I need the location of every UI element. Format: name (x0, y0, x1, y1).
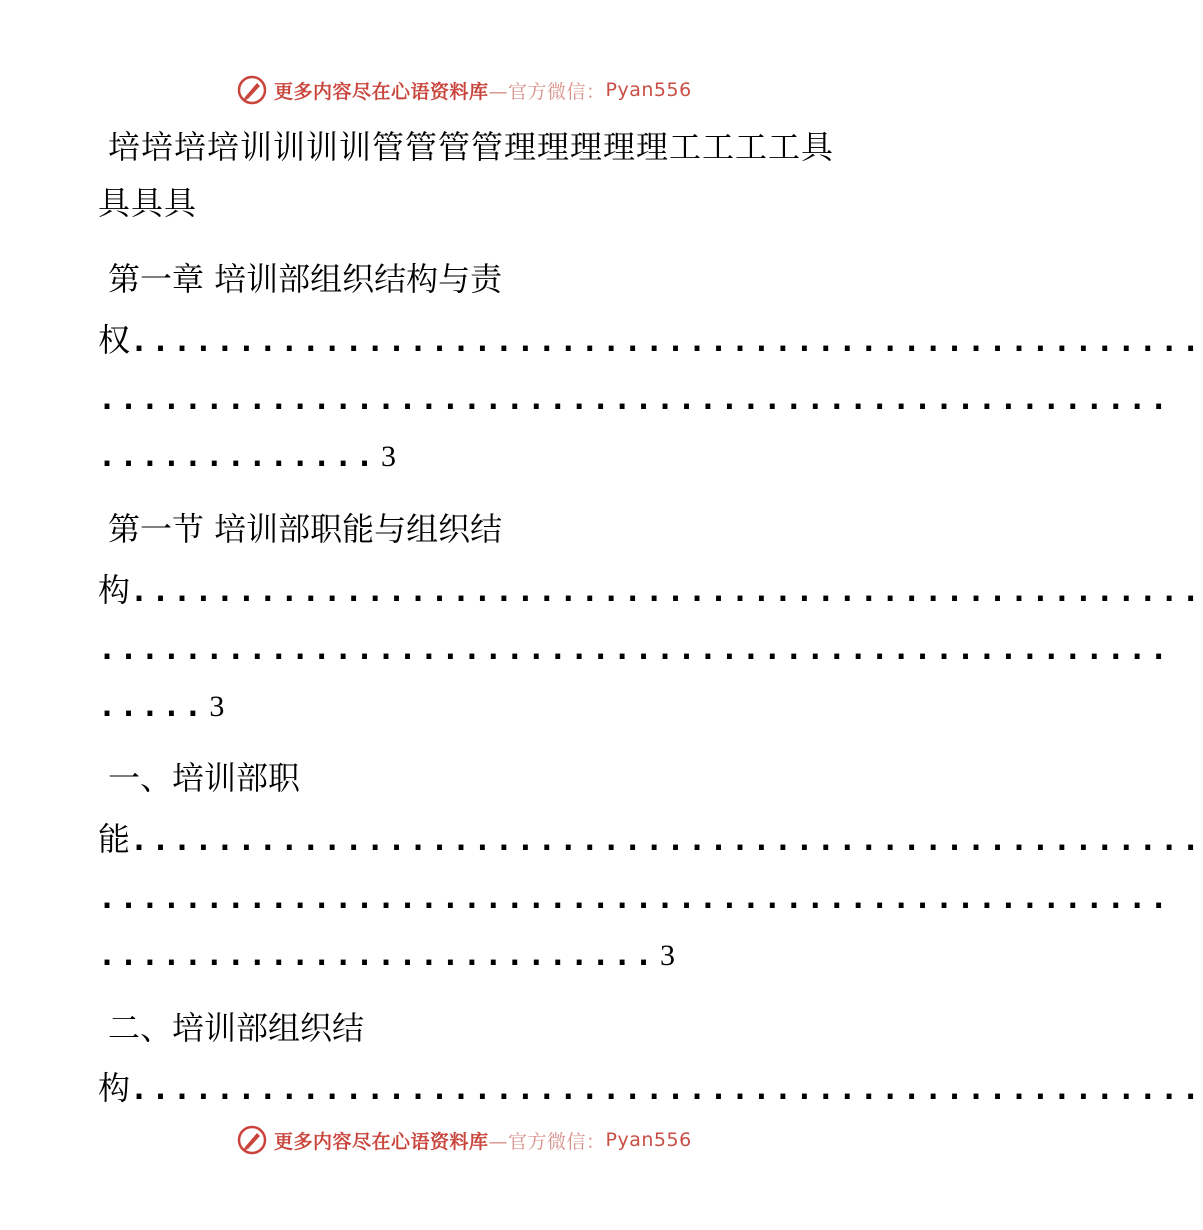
toc-leader-dots: .................................................. (98, 632, 1172, 667)
document-title-line-1: 培培培培训训训训管管管管理理理理理工工工工具 (108, 128, 835, 166)
toc-lead-char: 构 (98, 571, 131, 609)
document-title-line-2: 具具具 (98, 184, 198, 222)
toc-leader-dots: .................................................. (130, 1072, 1203, 1107)
toc-leader-dots: .................................................. (130, 324, 1203, 359)
toc-leader-dots: .................................................. (98, 881, 1172, 916)
toc-entry-section-1-line-1 (98, 570, 1203, 612)
toc-leader-dots: .................................................. (130, 574, 1203, 609)
toc-heading-section-1: 第一节 培训部职能与组织结 (108, 510, 503, 548)
watermark-wechat-id: Pyan556 (605, 79, 692, 101)
footer-watermark (236, 1120, 692, 1160)
toc-entry-chapter-1-line-1 (98, 320, 1203, 362)
toc-entry-section-1-line-3 (98, 685, 848, 727)
toc-heading-chapter-1: 第一章 培训部组织结构与责 (108, 260, 503, 298)
toc-entry-section-1-line-2 (98, 628, 1172, 670)
pen-logo-icon (236, 1124, 268, 1156)
watermark-text-primary: 更多内容尽在心语资料库 (274, 80, 489, 103)
toc-page-number: 3 (381, 440, 396, 473)
header-watermark (236, 70, 692, 110)
toc-entry-chapter-1-line-2 (98, 378, 1172, 420)
toc-lead-char: 权 (98, 321, 131, 359)
toc-lead-char: 构 (98, 1069, 131, 1107)
toc-leader-dots: ............. (98, 439, 377, 474)
toc-entry-item-1-line-2 (98, 877, 1172, 919)
toc-leader-dots: .................................................. (98, 382, 1172, 417)
toc-page-number: 3 (209, 690, 225, 723)
toc-entry-item-2-line-1 (98, 1068, 1203, 1110)
toc-page-number: 3 (660, 939, 675, 972)
toc-leader-dots: .................................................. (130, 823, 1203, 858)
toc-heading-item-2: 二、培训部组织结 (108, 1009, 365, 1047)
toc-heading-item-1: 一、培训部职 (108, 759, 301, 797)
watermark-text-secondary: —官方微信： (488, 1130, 606, 1153)
watermark-text-secondary: —官方微信： (488, 80, 606, 103)
watermark-text-primary: 更多内容尽在心语资料库 (274, 1130, 489, 1153)
toc-lead-char: 能 (98, 820, 131, 858)
toc-entry-item-1-line-1 (98, 819, 1203, 861)
pen-logo-icon (236, 74, 268, 106)
toc-leader-dots: .......................... (98, 938, 656, 973)
watermark-wechat-id: Pyan556 (605, 1129, 692, 1151)
toc-entry-item-1-line-3 (98, 934, 848, 976)
toc-entry-chapter-1-line-3 (98, 435, 848, 477)
toc-leader-dots: ..... (98, 689, 206, 724)
